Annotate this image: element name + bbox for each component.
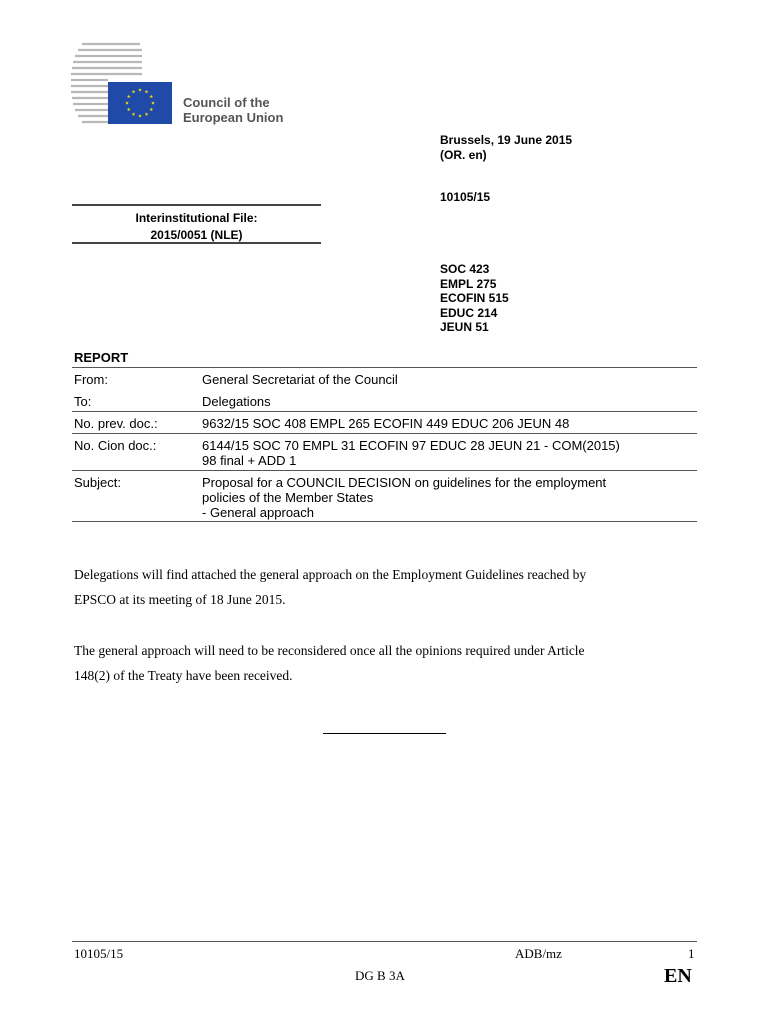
report-row-from: From: General Secretariat of the Council bbox=[74, 372, 398, 387]
report-row-to: To: Delegations bbox=[74, 394, 271, 409]
footer-dg: DG B 3A bbox=[355, 968, 405, 983]
interinstitutional-label: Interinstitutional File: bbox=[135, 211, 258, 225]
report-title: REPORT bbox=[74, 350, 129, 365]
code-item: SOC 423 bbox=[440, 262, 490, 276]
interinstitutional-file: 2015/0051 (NLE) bbox=[150, 228, 243, 242]
body-paragraph-1: Delegations will find attached the general approach on the Employment Guidelines reached by EPSCO at its meeting of 18 June 2015. bbox=[74, 567, 587, 607]
footer-language: EN bbox=[664, 965, 692, 987]
footer-divider bbox=[72, 941, 697, 942]
place-date-block bbox=[440, 133, 572, 162]
code-item: JEUN 51 bbox=[440, 320, 489, 334]
interinstitutional-file-box bbox=[72, 204, 321, 244]
document-number: 10105/15 bbox=[440, 190, 491, 204]
code-item: ECOFIN 515 bbox=[440, 291, 509, 305]
original-language: (OR. en) bbox=[440, 147, 487, 162]
report-table bbox=[72, 367, 697, 522]
end-rule bbox=[323, 733, 446, 734]
report-row-subject: Subject: Proposal for a COUNCIL DECISION on guidelines for the employment policies of the Member States - General approach bbox=[72, 470, 697, 521]
footer-doc-number: 10105/15 bbox=[74, 946, 124, 961]
body-paragraph-2: The general approach will need to be reconsidered once all the opinions required under Article 148(2) of the Treaty have been received. bbox=[74, 643, 585, 683]
footer-page-number: 1 bbox=[688, 946, 695, 961]
report-row-prev-doc: No. prev. doc.: 9632/15 SOC 408 EMPL 265 ECOFIN 449 EDUC 206 JEUN 48 bbox=[72, 411, 697, 433]
classification-codes bbox=[440, 262, 509, 335]
eu-flag-icon bbox=[108, 82, 172, 124]
report-row-cion-doc: No. Cion doc.: 6144/15 SOC 70 EMPL 31 ECOFIN 97 EDUC 28 JEUN 21 - COM(2015) 98 final + ADD 1 bbox=[72, 433, 697, 470]
footer-author: ADB/mz bbox=[515, 946, 562, 961]
council-logo bbox=[70, 40, 310, 130]
code-item: EMPL 275 bbox=[440, 276, 497, 291]
place-date: Brussels, 19 June 2015 bbox=[440, 133, 573, 147]
code-item: EDUC 214 bbox=[440, 305, 498, 320]
organization-name: Council of the European Union bbox=[183, 95, 284, 125]
